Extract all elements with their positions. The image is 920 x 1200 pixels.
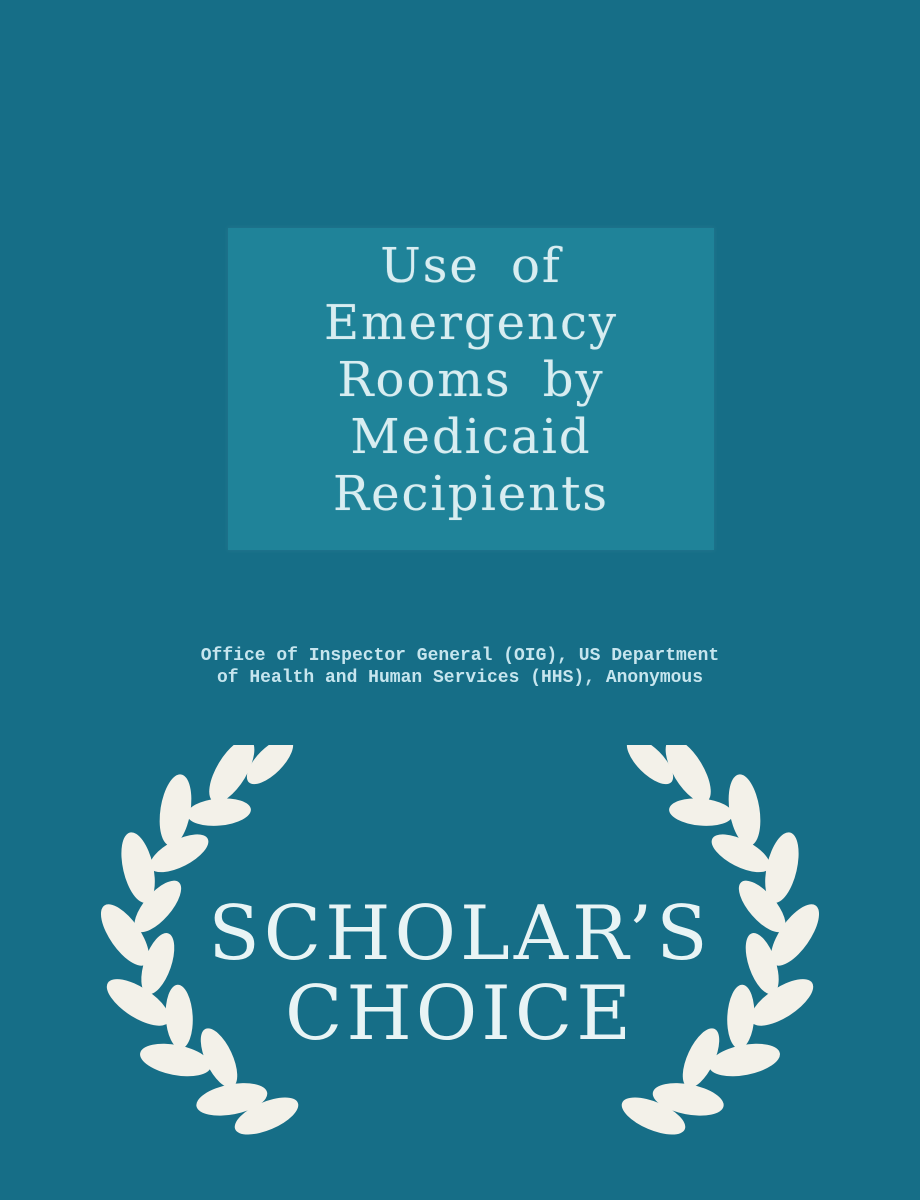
book-title-line: Rooms by <box>337 352 605 408</box>
imprint-word-scholars: SCHOLAR’S <box>208 889 712 977</box>
book-title-line: Recipients <box>332 466 610 522</box>
book-title-line: Emergency <box>324 295 618 351</box>
imprint-word-choice: CHOICE <box>284 969 636 1057</box>
title-panel <box>228 228 714 550</box>
book-title-line: Medicaid <box>350 409 592 465</box>
author-credit-line: of Health and Human Services (HHS), Anonymous <box>216 668 704 688</box>
imprint-wordmark <box>0 889 920 1057</box>
author-credit-line: Office of Inspector General (OIG), US Department <box>200 646 720 666</box>
author-credit <box>0 645 920 689</box>
book-title-line: Use of <box>380 238 562 294</box>
